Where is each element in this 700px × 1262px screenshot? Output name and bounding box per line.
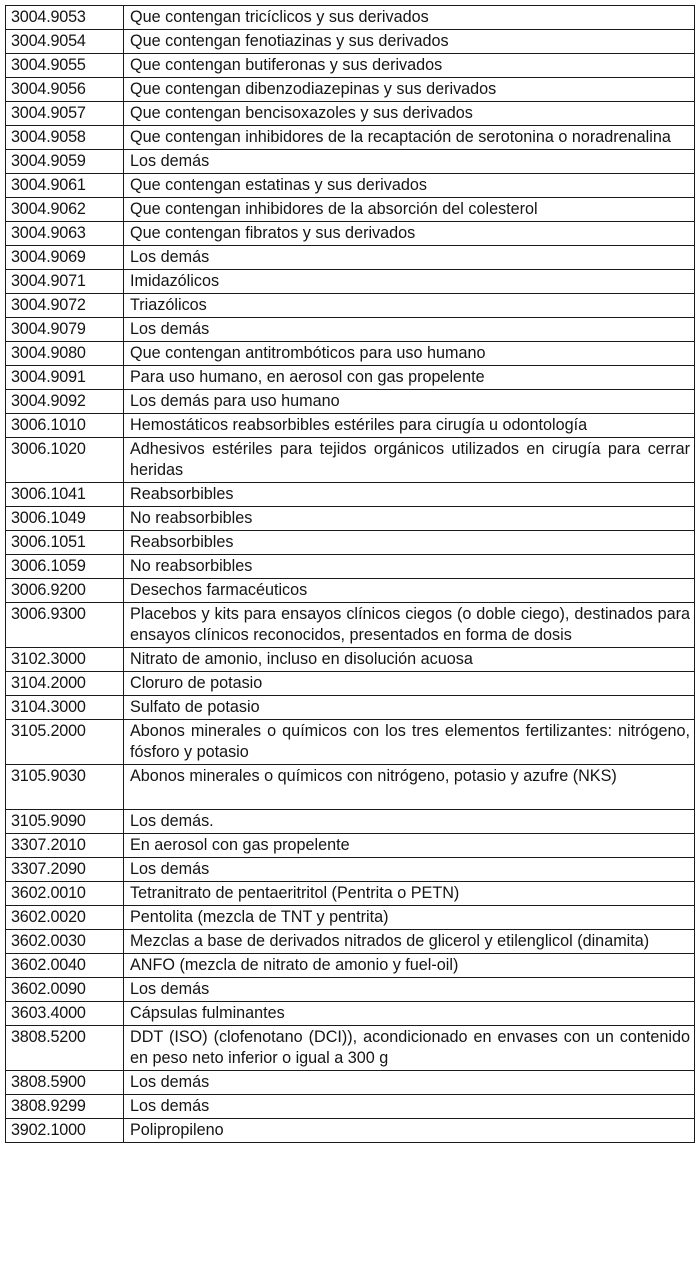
table-row xyxy=(6,1026,695,1071)
tariff-code: 3006.1020 xyxy=(6,438,124,483)
table-row xyxy=(6,342,695,366)
tariff-code: 3004.9054 xyxy=(6,30,124,54)
tariff-description: Imidazólicos xyxy=(124,270,695,294)
table-row xyxy=(6,810,695,834)
table-row xyxy=(6,1119,695,1143)
tariff-description: Que contengan fibratos y sus derivados xyxy=(124,222,695,246)
table-row xyxy=(6,507,695,531)
tariff-code: 3006.1010 xyxy=(6,414,124,438)
tariff-table xyxy=(5,5,695,1143)
tariff-code: 3004.9072 xyxy=(6,294,124,318)
tariff-code: 3004.9063 xyxy=(6,222,124,246)
tariff-description: Adhesivos estériles para tejidos orgánicos utilizados en cirugía para cerrar heridas xyxy=(124,438,695,483)
tariff-code: 3602.0040 xyxy=(6,954,124,978)
tariff-code: 3104.3000 xyxy=(6,696,124,720)
tariff-description: Placebos y kits para ensayos clínicos ciegos (o doble ciego), destinados para ensayos clínicos reconocidos, presentados en forma de dosis xyxy=(124,603,695,648)
tariff-code: 3004.9079 xyxy=(6,318,124,342)
tariff-description: Los demás xyxy=(124,1071,695,1095)
tariff-description: Reabsorbibles xyxy=(124,483,695,507)
tariff-description: Triazólicos xyxy=(124,294,695,318)
table-row xyxy=(6,126,695,150)
tariff-code: 3808.9299 xyxy=(6,1095,124,1119)
tariff-description: Hemostáticos reabsorbibles estériles para cirugía u odontología xyxy=(124,414,695,438)
table-row xyxy=(6,954,695,978)
tariff-description: Que contengan bencisoxazoles y sus derivados xyxy=(124,102,695,126)
tariff-code: 3006.9200 xyxy=(6,579,124,603)
table-row xyxy=(6,54,695,78)
tariff-code: 3004.9055 xyxy=(6,54,124,78)
tariff-description: Abonos minerales o químicos con nitrógeno, potasio y azufre (NKS) xyxy=(124,765,695,810)
table-row xyxy=(6,834,695,858)
table-row xyxy=(6,579,695,603)
tariff-description: Los demás xyxy=(124,150,695,174)
tariff-code: 3105.2000 xyxy=(6,720,124,765)
tariff-description: Polipropileno xyxy=(124,1119,695,1143)
tariff-description: Abonos minerales o químicos con los tres elementos fertilizantes: nitrógeno, fósforo y potasio xyxy=(124,720,695,765)
tariff-code: 3006.1059 xyxy=(6,555,124,579)
table-row xyxy=(6,603,695,648)
tariff-description: Los demás xyxy=(124,858,695,882)
table-row xyxy=(6,978,695,1002)
table-row xyxy=(6,246,695,270)
tariff-description: Pentolita (mezcla de TNT y pentrita) xyxy=(124,906,695,930)
tariff-description: Que contengan tricíclicos y sus derivados xyxy=(124,6,695,30)
tariff-code: 3808.5900 xyxy=(6,1071,124,1095)
table-row xyxy=(6,1071,695,1095)
tariff-code: 3603.4000 xyxy=(6,1002,124,1026)
table-row xyxy=(6,6,695,30)
tariff-description: Que contengan fenotiazinas y sus derivados xyxy=(124,30,695,54)
tariff-description: Que contengan butiferonas y sus derivados xyxy=(124,54,695,78)
tariff-code: 3004.9080 xyxy=(6,342,124,366)
table-row xyxy=(6,930,695,954)
table-row xyxy=(6,483,695,507)
tariff-code: 3004.9071 xyxy=(6,270,124,294)
tariff-code: 3004.9053 xyxy=(6,6,124,30)
tariff-code: 3004.9056 xyxy=(6,78,124,102)
table-row xyxy=(6,198,695,222)
tariff-description: Los demás. xyxy=(124,810,695,834)
tariff-code: 3307.2090 xyxy=(6,858,124,882)
tariff-description: Cápsulas fulminantes xyxy=(124,1002,695,1026)
table-row xyxy=(6,78,695,102)
tariff-description: Que contengan dibenzodiazepinas y sus derivados xyxy=(124,78,695,102)
tariff-code: 3004.9057 xyxy=(6,102,124,126)
table-row xyxy=(6,222,695,246)
tariff-description: En aerosol con gas propelente xyxy=(124,834,695,858)
tariff-description: Mezclas a base de derivados nitrados de glicerol y etilenglicol (dinamita) xyxy=(124,930,695,954)
tariff-code: 3006.9300 xyxy=(6,603,124,648)
table-row xyxy=(6,30,695,54)
table-row xyxy=(6,720,695,765)
table-row xyxy=(6,696,695,720)
table-row xyxy=(6,555,695,579)
tariff-description: Los demás para uso humano xyxy=(124,390,695,414)
tariff-description: Que contengan estatinas y sus derivados xyxy=(124,174,695,198)
tariff-code: 3307.2010 xyxy=(6,834,124,858)
table-row xyxy=(6,174,695,198)
table-row xyxy=(6,1095,695,1119)
tariff-code: 3602.0090 xyxy=(6,978,124,1002)
tariff-description: Sulfato de potasio xyxy=(124,696,695,720)
table-row xyxy=(6,531,695,555)
table-row xyxy=(6,906,695,930)
table-row xyxy=(6,765,695,810)
tariff-code: 3004.9062 xyxy=(6,198,124,222)
tariff-code: 3006.1049 xyxy=(6,507,124,531)
tariff-description: Que contengan antitrombóticos para uso humano xyxy=(124,342,695,366)
tariff-code: 3808.5200 xyxy=(6,1026,124,1071)
tariff-description: Los demás xyxy=(124,1095,695,1119)
tariff-description: Desechos farmacéuticos xyxy=(124,579,695,603)
table-row xyxy=(6,438,695,483)
tariff-code: 3105.9090 xyxy=(6,810,124,834)
tariff-code: 3004.9069 xyxy=(6,246,124,270)
table-row xyxy=(6,858,695,882)
tariff-code: 3602.0010 xyxy=(6,882,124,906)
tariff-description: Los demás xyxy=(124,318,695,342)
tariff-table-body xyxy=(6,6,695,1143)
tariff-description: Que contengan inhibidores de la absorción del colesterol xyxy=(124,198,695,222)
table-row xyxy=(6,882,695,906)
tariff-code: 3004.9061 xyxy=(6,174,124,198)
table-row xyxy=(6,294,695,318)
tariff-code: 3902.1000 xyxy=(6,1119,124,1143)
table-row xyxy=(6,390,695,414)
tariff-code: 3105.9030 xyxy=(6,765,124,810)
table-row xyxy=(6,414,695,438)
table-row xyxy=(6,150,695,174)
tariff-description: Cloruro de potasio xyxy=(124,672,695,696)
tariff-description: Los demás xyxy=(124,978,695,1002)
tariff-description: Que contengan inhibidores de la recaptación de serotonina o noradrenalina xyxy=(124,126,695,150)
tariff-description: Tetranitrato de pentaeritritol (Pentrita o PETN) xyxy=(124,882,695,906)
tariff-description: Para uso humano, en aerosol con gas propelente xyxy=(124,366,695,390)
tariff-code: 3004.9091 xyxy=(6,366,124,390)
tariff-description: DDT (ISO) (clofenotano (DCI)), acondicionado en envases con un contenido en peso neto inferior o igual a 300 g xyxy=(124,1026,695,1071)
tariff-description: No reabsorbibles xyxy=(124,507,695,531)
table-row xyxy=(6,648,695,672)
tariff-description: Reabsorbibles xyxy=(124,531,695,555)
tariff-code: 3004.9059 xyxy=(6,150,124,174)
tariff-code: 3004.9092 xyxy=(6,390,124,414)
tariff-code: 3102.3000 xyxy=(6,648,124,672)
table-row xyxy=(6,318,695,342)
table-row xyxy=(6,366,695,390)
tariff-code: 3602.0030 xyxy=(6,930,124,954)
table-row xyxy=(6,672,695,696)
tariff-description: Nitrato de amonio, incluso en disolución acuosa xyxy=(124,648,695,672)
tariff-code: 3006.1041 xyxy=(6,483,124,507)
tariff-code: 3104.2000 xyxy=(6,672,124,696)
tariff-code: 3602.0020 xyxy=(6,906,124,930)
table-row xyxy=(6,1002,695,1026)
table-row xyxy=(6,270,695,294)
tariff-description: No reabsorbibles xyxy=(124,555,695,579)
tariff-code: 3004.9058 xyxy=(6,126,124,150)
tariff-description: Los demás xyxy=(124,246,695,270)
tariff-description: ANFO (mezcla de nitrato de amonio y fuel-oil) xyxy=(124,954,695,978)
tariff-code: 3006.1051 xyxy=(6,531,124,555)
table-row xyxy=(6,102,695,126)
